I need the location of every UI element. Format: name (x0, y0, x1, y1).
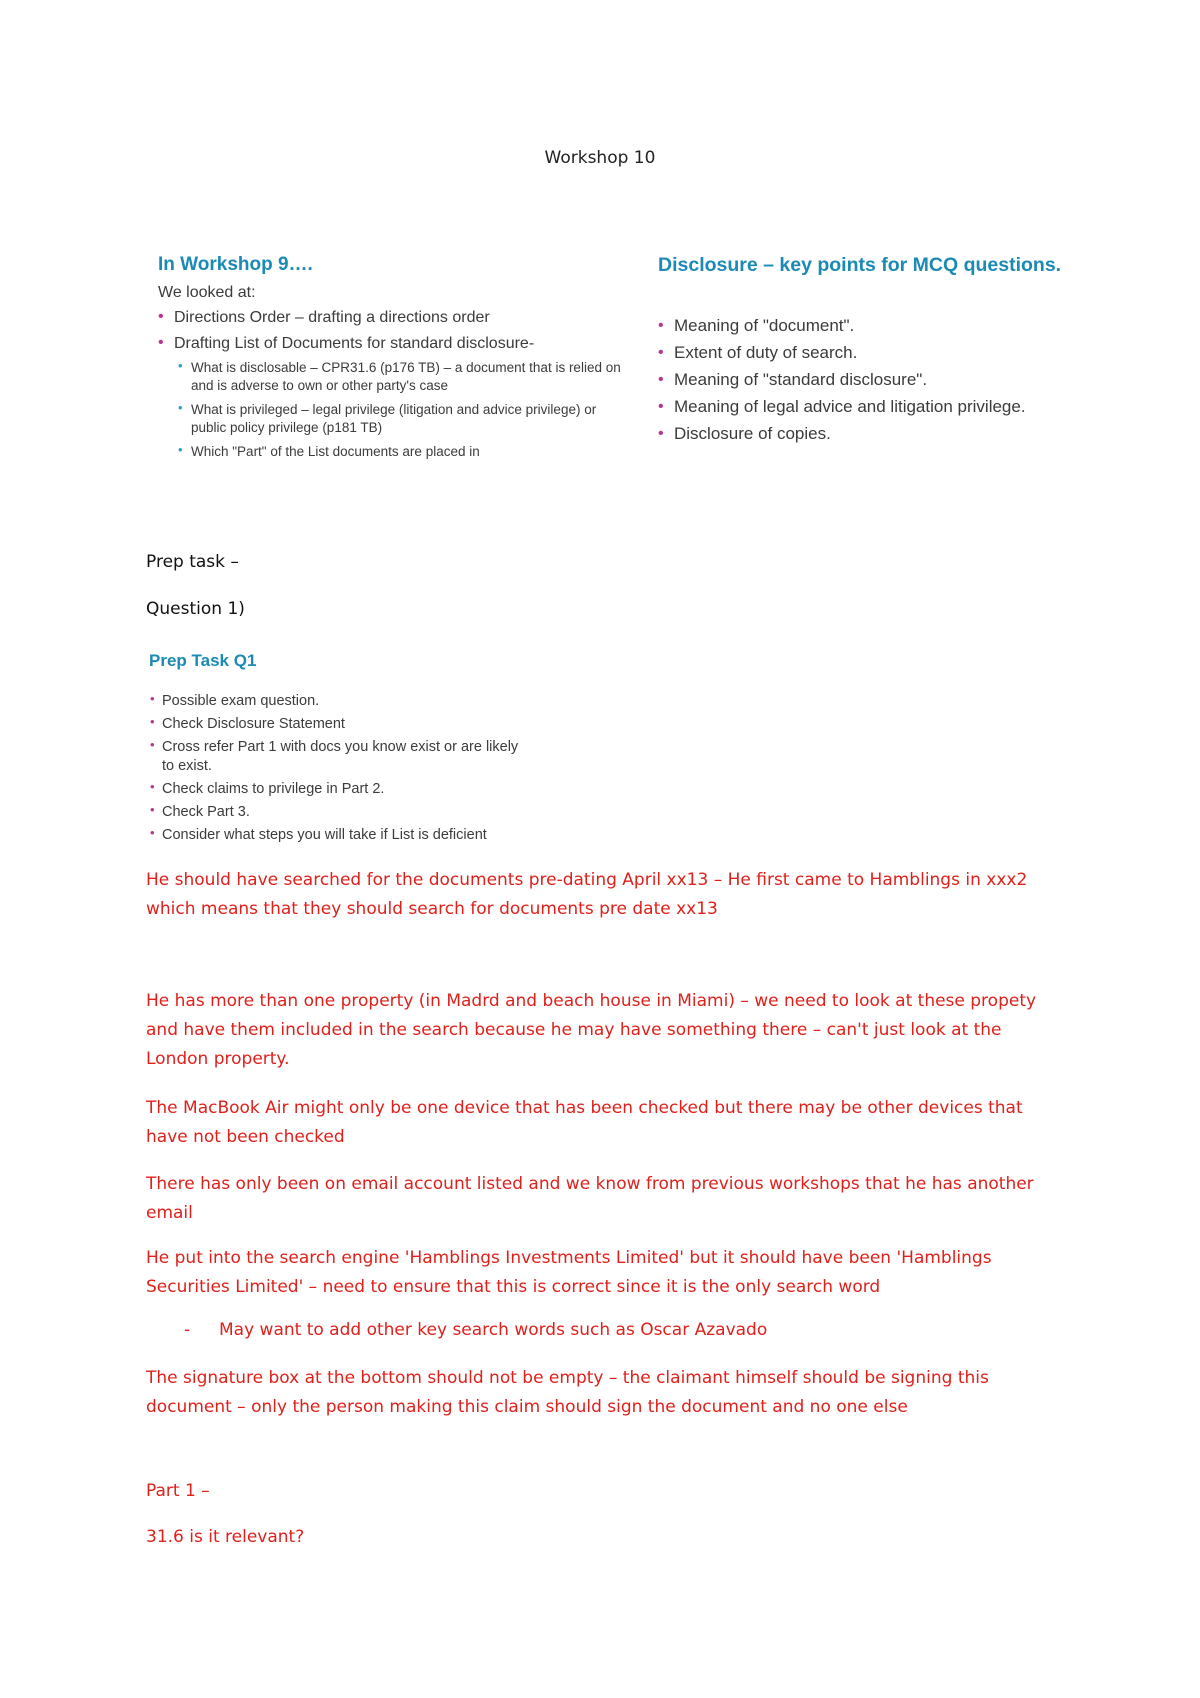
list-item: • Extent of duty of search. (658, 343, 858, 362)
note-key-search-words: May want to add other key search words such as Oscar Azavado (219, 1320, 768, 1340)
slide-disclosure-list (658, 312, 1134, 447)
bullet-icon: • (158, 334, 164, 351)
list-item: • Meaning of "document". (658, 316, 855, 335)
slide-workshop-9-sublist (178, 358, 621, 461)
slide-workshop-9-title: In Workshop 9…. (158, 254, 313, 275)
list-item: • Check Disclosure Statement (150, 714, 345, 732)
bullet-icon: • (658, 317, 664, 334)
part-1-label: Part 1 – (146, 1481, 210, 1501)
bullet-icon: • (178, 442, 183, 457)
document-title: Workshop 10 (544, 148, 656, 168)
list-item: • Check claims to privilege in Part 2. (150, 779, 385, 797)
list-item: • Drafting List of Documents for standard disclosure- (158, 334, 535, 352)
bullet-icon: • (150, 714, 155, 729)
bullet-icon: • (150, 779, 155, 794)
list-item: • Disclosure of copies. (658, 424, 831, 443)
bullet-icon: • (158, 308, 164, 325)
question-label: Question 1) (146, 599, 245, 619)
note-devices: The MacBook Air might only be one device that has been checked but there may be other devices that have not been checked (146, 1098, 1023, 1147)
part-1-note: 31.6 is it relevant? (146, 1527, 305, 1547)
bullet-icon: • (658, 398, 664, 415)
list-item: • What is privileged – legal privilege (litigation and advice privilege) or public policy privilege (p181 TB) (178, 400, 597, 435)
bullet-icon: • (178, 358, 183, 373)
list-item: • Meaning of "standard disclosure". (658, 370, 928, 389)
bullet-icon: • (658, 344, 664, 361)
slide-disclosure-title: Disclosure – key points for MCQ questions. (658, 254, 1062, 276)
note-email-account: There has only been on email account listed and we know from previous workshops that he has another email (146, 1174, 1034, 1223)
list-item: • Possible exam question. (150, 691, 320, 709)
list-item: • Directions Order – drafting a directions order (158, 308, 490, 326)
bullet-icon: • (150, 825, 155, 840)
bullet-icon: • (150, 737, 155, 752)
list-item: • Consider what steps you will take if List is deficient (150, 825, 487, 843)
note-search-date: He should have searched for the documents pre-dating April xx13 – He first came to Hamblings in xxx2 which means that they should search for documents pre date xx13 (146, 870, 1028, 919)
note-dash: - (184, 1320, 191, 1340)
bullet-icon: • (658, 371, 664, 388)
bullet-icon: • (658, 425, 664, 442)
list-item: • Meaning of legal advice and litigation privilege. (658, 397, 1026, 416)
slide-prep-task-title: Prep Task Q1 (149, 651, 257, 670)
slide-workshop-9-list (158, 308, 614, 359)
list-item: • Check Part 3. (150, 802, 250, 820)
bullet-icon: • (150, 691, 155, 706)
bullet-icon: • (178, 400, 183, 415)
slide-prep-task-list (150, 691, 542, 845)
note-search-engine: He put into the search engine 'Hamblings Investments Limited' but it should have been 'Hamblings Securities Limited' – need to ensure that this is correct since it is the only search word (146, 1248, 992, 1297)
list-item: • What is disclosable – CPR31.6 (p176 TB) – a document that is relied on and is adverse to own or other party's case (178, 358, 621, 393)
note-signature-box: The signature box at the bottom should not be empty – the claimant himself should be signing this document – only the person making this claim should sign the document and no one else (146, 1368, 989, 1417)
slide-workshop-9-intro: We looked at: (158, 284, 256, 301)
list-item: • Which "Part" of the List documents are placed in (178, 442, 480, 459)
bullet-icon: • (150, 802, 155, 817)
prep-task-label: Prep task – (146, 552, 239, 572)
note-properties: He has more than one property (in Madrd and beach house in Miami) – we need to look at these propety and have them included in the search because he may have something there – can't just look at the London property. (146, 991, 1037, 1069)
list-item: • Cross refer Part 1 with docs you know exist or are likely to exist. (150, 737, 519, 774)
